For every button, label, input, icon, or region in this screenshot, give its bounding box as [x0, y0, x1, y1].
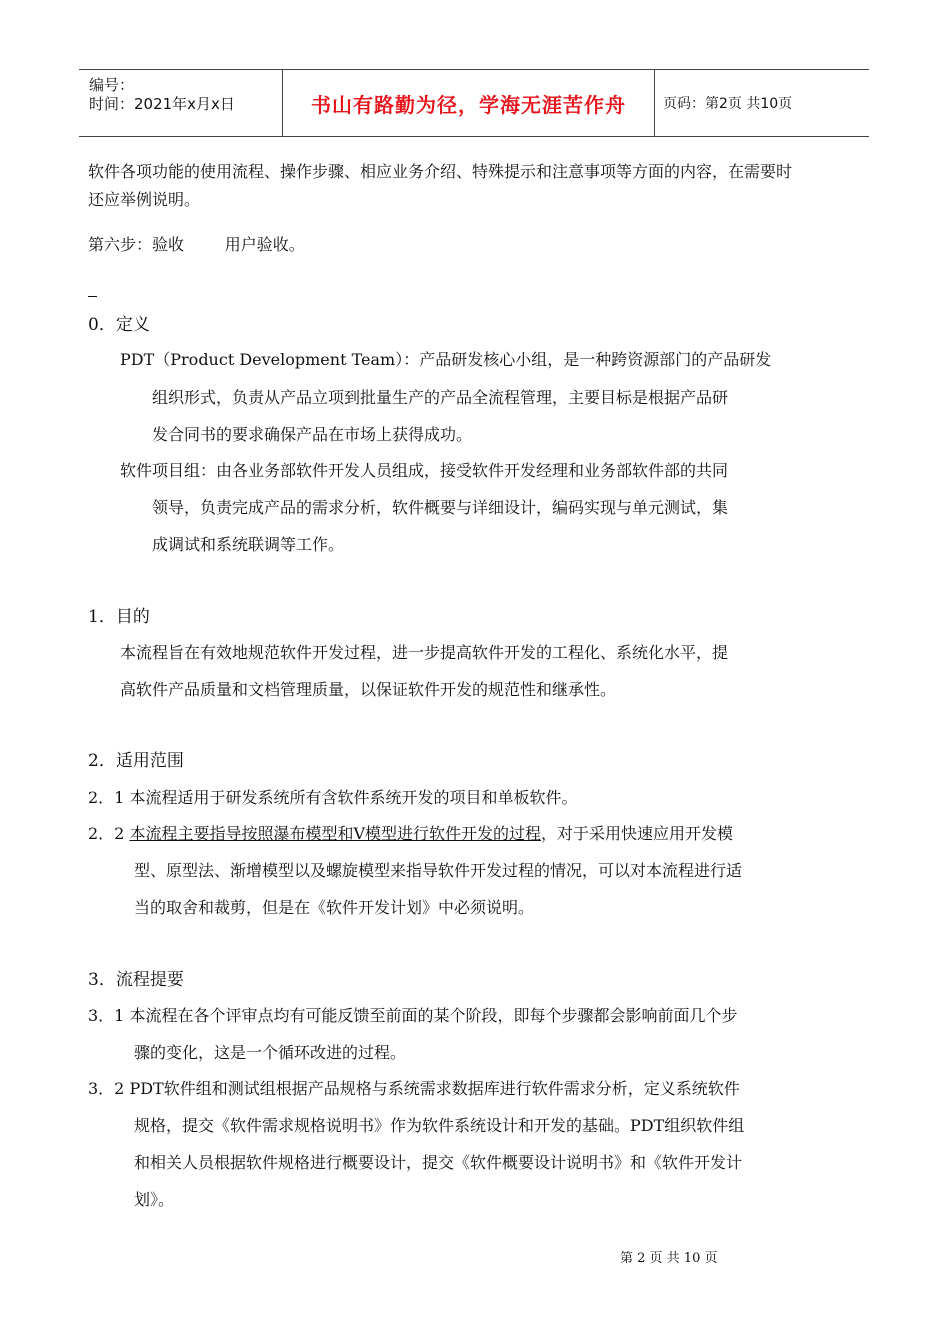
software-team-definition-line-1: 软件项目组：由各业务部软件开发人员组成，接受软件开发经理和业务部软件部的共同 [120, 461, 729, 480]
scope-item-2-2-number: 2．2 [88, 824, 130, 843]
pdt-definition-line-2: 组织形式，负责从产品立项到批量生产的产品全流程管理，主要目标是根据产品研 [152, 388, 729, 407]
purpose-line-2: 高软件产品质量和文档管理质量，以保证软件开发的规范性和继承性。 [120, 680, 617, 699]
section-1-title: 1．目的 [88, 607, 150, 627]
page-code: 页码：第2页 共10页 [663, 96, 793, 112]
header-motto-cell [283, 70, 655, 136]
section-3-title: 3．流程提要 [88, 970, 184, 990]
page-header [79, 69, 869, 137]
scope-item-2-2-underlined-text: 本流程主要指导按照瀑布模型和V模型进行软件开发的过程 [129, 824, 542, 843]
intro-line-1: 软件各项功能的使用流程、操作步骤、相应业务介绍、特殊提示和注意事项等方面的内容，在需要时 [88, 162, 793, 181]
header-page-cell [655, 70, 869, 136]
step-six-line: 第六步：验收 用户验收。 [88, 235, 305, 254]
scope-item-2-2-rest: ，对于采用快速应用开发模 [541, 824, 734, 843]
document-time-label: 时间：2021年x月x日 [89, 95, 235, 113]
motto-text: 书山有路勤为径，学海无涯苦作舟 [311, 92, 626, 117]
document-number-label: 编号： [89, 76, 135, 94]
scope-item-2-1: 2．1 本流程适用于研发系统所有含软件系统开发的项目和单板软件。 [88, 788, 578, 807]
process-item-3-1-line-2: 骤的变化，这是一个循环改进的过程。 [134, 1043, 407, 1062]
scope-item-2-2-line-1 [88, 824, 733, 844]
process-item-3-2-line-4: 划》。 [134, 1190, 175, 1209]
section-0-title: 0．定义 [88, 315, 150, 335]
pdt-definition-line-1: PDT（Product Development Team）：产品研发核心小组，是一种跨资源部门的产品研发 [120, 350, 772, 369]
intro-line-2: 还应举例说明。 [88, 190, 201, 209]
section-2-title: 2．适用范围 [88, 751, 184, 771]
process-item-3-2-line-3: 和相关人员根据软件规格进行概要设计，提交《软件概要设计说明书》和《软件开发计 [134, 1153, 743, 1172]
software-team-definition-line-3: 成调试和系统联调等工作。 [152, 535, 345, 554]
scope-item-2-2-line-2: 型、原型法、渐增模型以及螺旋模型来指导软件开发过程的情况，可以对本流程进行适 [134, 861, 743, 880]
process-item-3-2-line-2: 规格，提交《软件需求规格说明书》作为软件系统设计和开发的基础。PDT组织软件组 [134, 1116, 745, 1135]
process-item-3-2-line-1: 3．2 PDT软件组和测试组根据产品规格与系统需求数据库进行软件需求分析，定义系统软件 [88, 1079, 740, 1098]
pdt-definition-line-3: 发合同书的要求确保产品在市场上获得成功。 [152, 425, 473, 444]
purpose-line-1: 本流程旨在有效地规范软件开发过程，进一步提高软件开发的工程化、系统化水平，提 [120, 643, 729, 662]
header-meta-cell [79, 70, 283, 136]
software-team-definition-line-2: 领导，负责完成产品的需求分析，软件概要与详细设计，编码实现与单元测试，集 [152, 498, 729, 517]
separator-dash [88, 296, 97, 297]
page-footer: 第 2 页 共 10 页 [620, 1251, 718, 1266]
scope-item-2-2-line-3: 当的取舍和裁剪，但是在《软件开发计划》中必须说明。 [134, 898, 535, 917]
process-item-3-1-line-1: 3．1 本流程在各个评审点均有可能反馈至前面的某个阶段，即每个步骤都会影响前面几个步 [88, 1006, 738, 1025]
